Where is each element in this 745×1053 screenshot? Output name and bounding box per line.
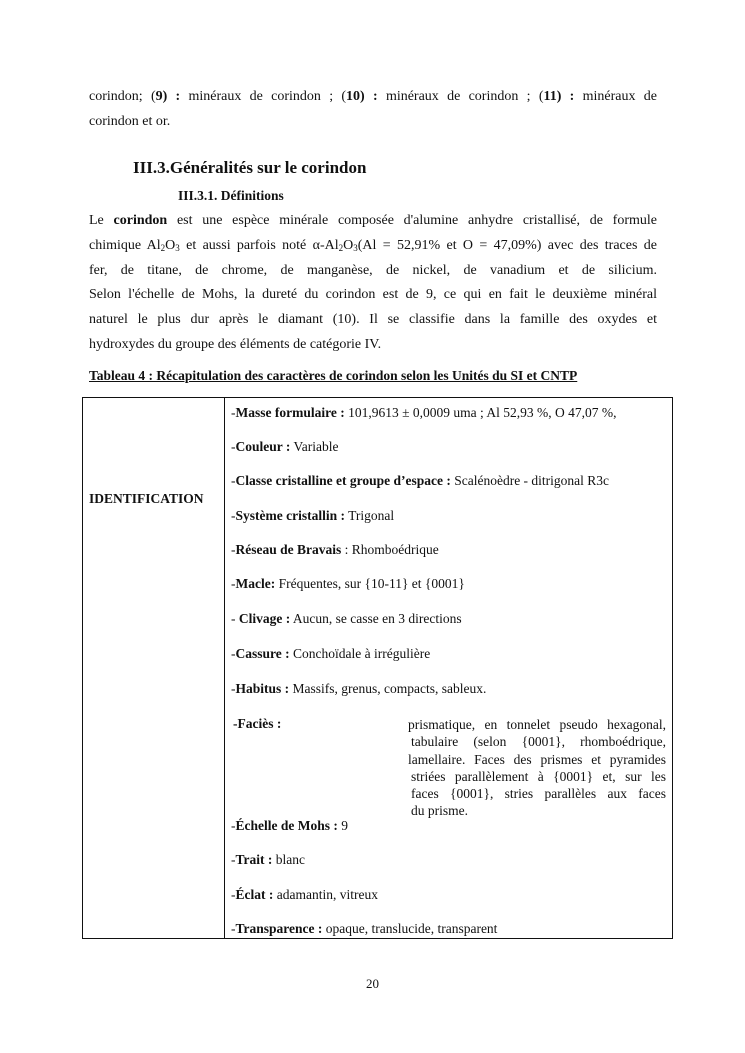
definition-paragraph — [89, 209, 657, 358]
facies-label: -Faciès : — [233, 716, 282, 731]
properties-table — [82, 397, 673, 939]
property-row: -Habitus : Massifs, grenus, compacts, sableux. — [231, 681, 487, 696]
property-row: -Réseau de Bravais : Rhomboédrique — [231, 542, 439, 557]
facies-description: prismatique, en tonnelet pseudo hexagonal, tabulaire (selon {0001}, rhomboédrique, lamellaire. Faces des prismes et pyramides striées parallèlement à {0001} et, sur les faces {0001}, stries parallèles aux faces du prisme. — [408, 717, 666, 819]
property-row: -Couleur : Variable — [231, 439, 339, 454]
table-column-divider — [224, 398, 225, 938]
property-row: - Clivage : Aucun, se casse en 3 directions — [231, 611, 462, 626]
property-row: -Macle: Fréquentes, sur {10-11} et {0001} — [231, 576, 465, 591]
property-row: -Trait : blanc — [231, 852, 305, 867]
table-caption: Tableau 4 : Récapitulation des caractères de corindon selon les Unités du SI et CNTP — [89, 368, 578, 383]
row-header-identification: IDENTIFICATION — [89, 491, 204, 506]
definition-line-4: Selon l'échelle de Mohs, la dureté du corindon est de 9, ce qui en fait le deuxième minéral — [89, 287, 657, 303]
definition-line-6: hydroxydes du groupe des éléments de catégorie IV. — [89, 336, 382, 352]
property-row: -Classe cristalline et groupe d’espace : Scalénoèdre - ditrigonal R3c — [231, 473, 610, 488]
definition-line-3: fer, de titane, de chrome, de manganèse, de nickel, de vanadium et de silicium. — [89, 262, 657, 278]
subsection-heading: III.3.1. Définitions — [178, 188, 284, 203]
property-row: -Éclat : adamantin, vitreux — [231, 887, 378, 902]
intro-line-2: corindon et or. — [89, 113, 171, 129]
property-row: -Échelle de Mohs : 9 — [231, 818, 348, 833]
definition-line-2: chimique $Al_2O_3$ et aussi parfois noté $\alpha-Al_2O_3(Al = 52,91\%$ et O = 47,09%) avec des traces de — [89, 237, 657, 253]
section-heading: III.3.Généralités sur le corindon — [133, 158, 367, 177]
property-row: -Transparence : opaque, translucide, transparent — [231, 921, 498, 936]
intro-line-1: corindon; (9) : minéraux de corindon ; (10) : minéraux de corindon ; (11) : minéraux de — [89, 89, 657, 104]
property-row: -Système cristallin : Trigonal — [231, 508, 395, 523]
property-row: -Masse formulaire : 101,9613 ± 0,0009 uma ; Al 52,93 %, O 47,07 %, — [231, 405, 617, 420]
page-number: 20 — [366, 976, 379, 991]
definition-line-5: naturel le plus dur après le diamant (10). Il se classifie dans la famille des oxydes et — [89, 312, 657, 328]
property-row: -Cassure : Conchoïdale à irrégulière — [231, 646, 431, 661]
definition-line-1: Le corindon est une espèce minérale composée d'alumine anhydre cristallisé, de formule — [89, 213, 657, 228]
intro-paragraph — [89, 85, 657, 135]
